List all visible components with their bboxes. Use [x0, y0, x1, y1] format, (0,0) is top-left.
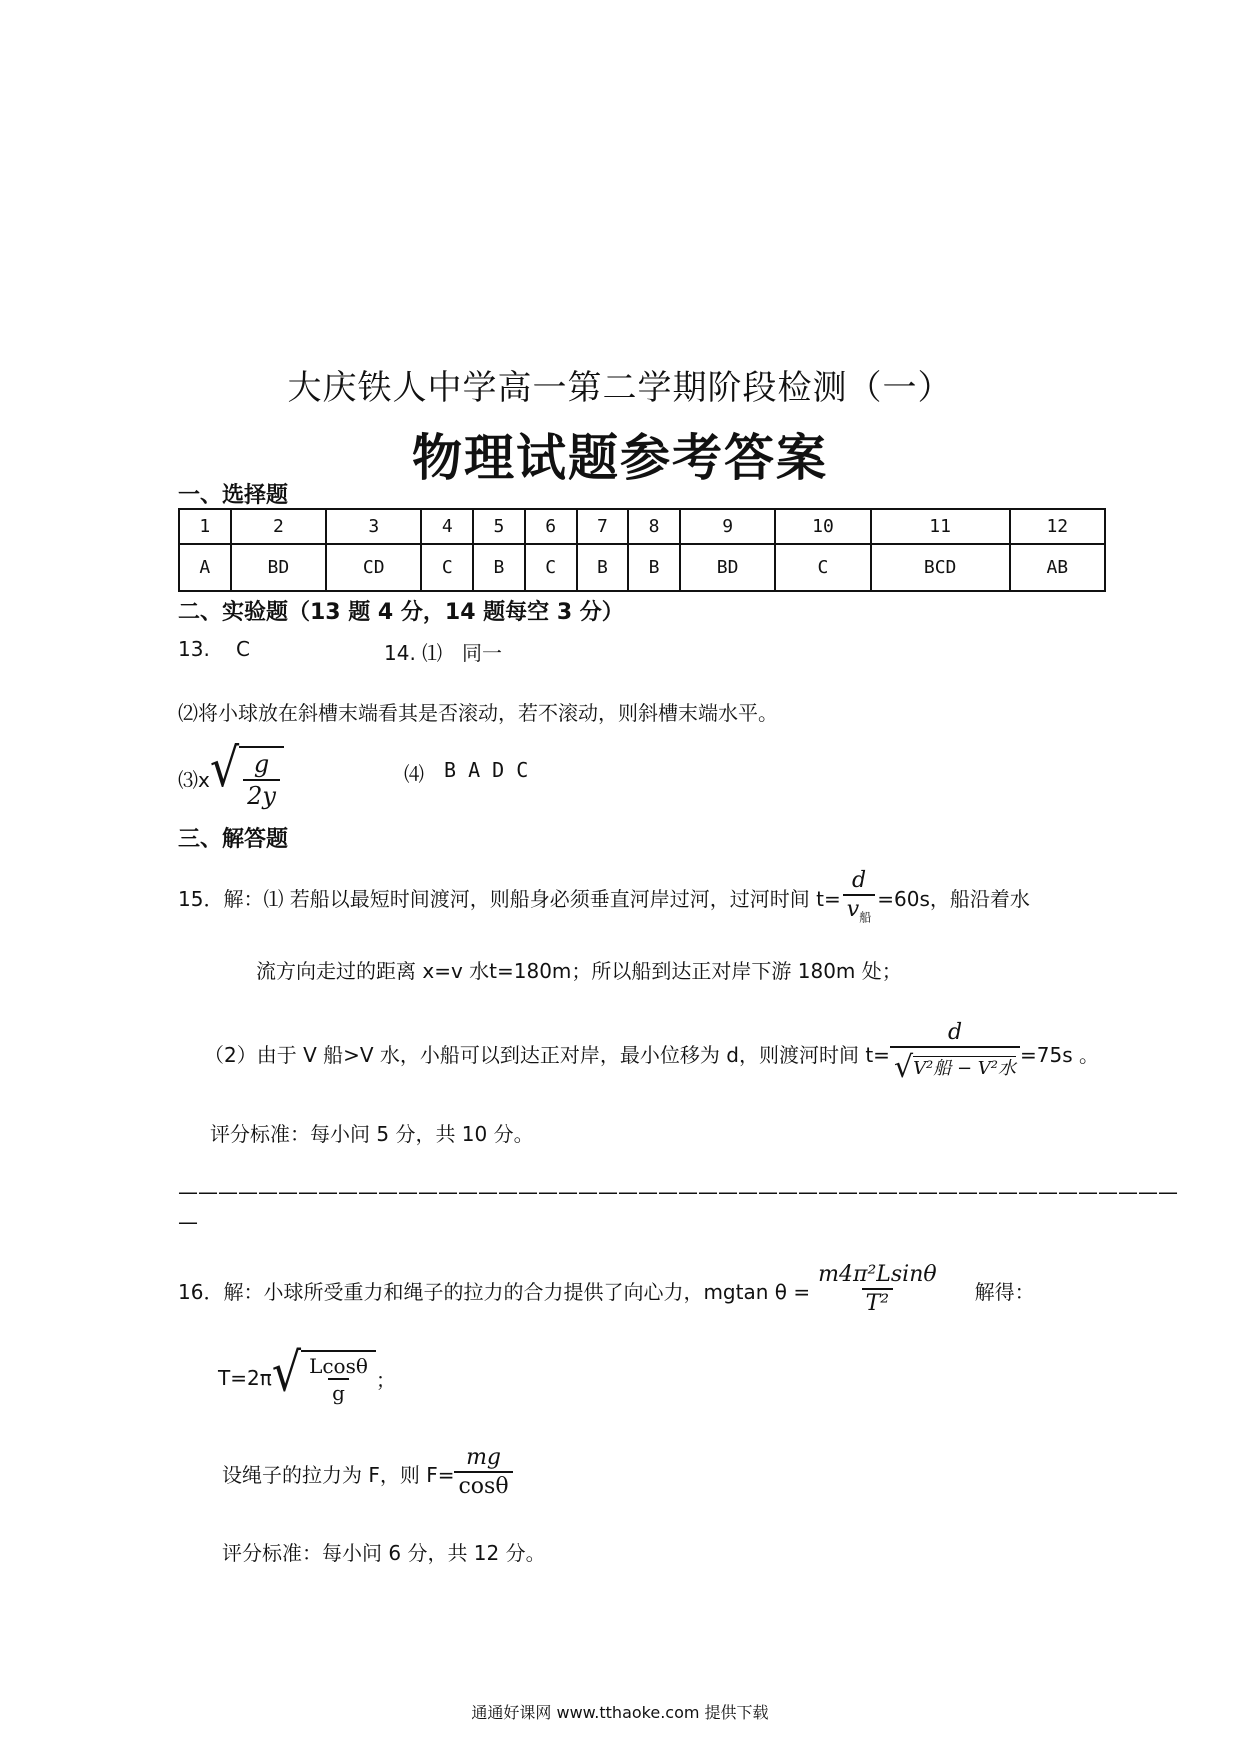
q14-part2: ⑵将小球放在斜槽末端看其是否滚动，若不滚动，则斜槽末端水平。	[178, 701, 778, 725]
q13-label: 13.	[178, 637, 210, 661]
fraction-denominator: 2y	[243, 779, 280, 812]
q16-tension	[222, 1445, 513, 1502]
sqrt-icon: √	[209, 736, 240, 799]
answer-cell: AB	[1010, 544, 1105, 591]
answer-table	[178, 508, 1106, 592]
q15-label: 15．	[178, 886, 224, 911]
question-number-cell: 7	[577, 509, 629, 544]
q15-score: 评分标准：每小问 5 分，共 10 分。	[210, 1122, 534, 1146]
fraction-denominator: T²	[862, 1288, 894, 1319]
document-title: 大庆铁人中学高一第二学期阶段检测（一）	[287, 368, 953, 408]
answer-cell: CD	[326, 544, 421, 591]
sqrt-radicand: V²船 − V²水	[913, 1057, 1017, 1079]
period-prefix: T=2π	[218, 1366, 272, 1390]
fraction	[890, 1020, 1020, 1087]
fraction-numerator: mg	[466, 1445, 502, 1470]
section2-heading: 二、实验题（13 题 4 分，14 题每空 3 分）	[178, 600, 624, 625]
footer-credit: 通通好课网 www.tthaoke.com 提供下载	[471, 1703, 769, 1722]
answer-table-answer-row	[179, 544, 1105, 591]
sqrt-icon: √	[271, 1341, 302, 1404]
fraction-denominator	[890, 1046, 1020, 1087]
fraction-denominator: g	[328, 1378, 349, 1406]
period-suffix: ；	[375, 1367, 396, 1392]
sqrt-expression	[209, 736, 284, 812]
q14-part3	[178, 736, 284, 812]
divider: ——————————————————————————————————————————————————	[178, 1180, 1178, 1204]
tension-text: 设绳子的拉力为 F，则 F=	[222, 1462, 455, 1487]
q16-score: 评分标准：每小问 6 分，共 12 分。	[222, 1541, 546, 1565]
q15-part2-text-b: =75s 。	[1020, 1043, 1100, 1068]
question-number-cell: 4	[421, 509, 473, 544]
fraction	[814, 1262, 941, 1319]
sqrt-expression	[271, 1341, 376, 1406]
q15-part2	[204, 1020, 1099, 1087]
question-number-cell: 3	[326, 509, 421, 544]
divider-tail: —	[178, 1210, 198, 1234]
answer-cell: A	[179, 544, 231, 591]
q16-line1	[178, 1262, 1035, 1319]
question-number-cell: 11	[871, 509, 1010, 544]
fraction-numerator: d	[947, 1020, 963, 1045]
velocity-subscript: 船	[859, 910, 872, 925]
question-number-cell: 8	[628, 509, 680, 544]
fraction-numerator: d	[851, 868, 867, 893]
fraction	[243, 750, 280, 812]
q15-text-a: 解：⑴ 若船以最短时间渡河，则船身必须垂直河岸过河，过河时间 t=	[223, 886, 841, 911]
q15-text-b: =60s，船沿着水	[877, 886, 1030, 911]
fraction-denominator	[843, 894, 875, 926]
answer-cell: BD	[231, 544, 326, 591]
section1-heading: 一、选择题	[178, 483, 289, 508]
sqrt-icon: √	[893, 1050, 914, 1086]
q15-part2-text-a: （2）由于 V 船>V 水，小船可以到达正对岸，最小位移为 d，则渡河时间 t=	[204, 1043, 890, 1068]
fraction-denominator: cosθ	[454, 1471, 512, 1502]
q16-label: 16．	[178, 1279, 224, 1304]
fraction-numerator: m4π²Lsinθ	[818, 1262, 937, 1287]
velocity-symbol: v	[846, 897, 860, 923]
question-number-cell: 1	[179, 509, 231, 544]
question-number-cell: 6	[525, 509, 577, 544]
q16-text-b: 解得：	[974, 1279, 1035, 1304]
section3-heading: 三、解答题	[178, 827, 289, 852]
q15-line1	[178, 868, 1030, 926]
fraction-numerator: g	[253, 750, 270, 778]
question-number-cell: 12	[1010, 509, 1105, 544]
answer-cell: B	[473, 544, 525, 591]
answer-cell: BCD	[871, 544, 1010, 591]
answer-cell: C	[421, 544, 473, 591]
question-number-cell: 5	[473, 509, 525, 544]
answer-cell: B	[577, 544, 629, 591]
answer-table-number-row	[179, 509, 1105, 544]
q16-period	[218, 1341, 396, 1406]
q14-part3-prefix: ⑶x	[178, 768, 210, 793]
fraction	[305, 1354, 372, 1406]
q14-part4-label: ⑷	[404, 762, 424, 786]
q16-text-a: 解：小球所受重力和绳子的拉力的合力提供了向心力，mgtan θ =	[223, 1279, 811, 1304]
fraction-numerator: Lcosθ	[309, 1354, 368, 1378]
q14-part4-answer: B A D C	[444, 758, 529, 782]
answer-cell: BD	[680, 544, 775, 591]
fraction	[454, 1445, 512, 1502]
answer-cell: C	[775, 544, 870, 591]
answer-cell: B	[628, 544, 680, 591]
q15-line2: 流方向走过的距离 x=v 水t=180m；所以船到达正对岸下游 180m 处；	[256, 959, 902, 983]
fraction	[843, 868, 875, 926]
q13-answer: C	[236, 637, 250, 661]
answer-cell: C	[525, 544, 577, 591]
question-number-cell: 9	[680, 509, 775, 544]
q14-label: 14. ⑴	[384, 641, 443, 665]
question-number-cell: 10	[775, 509, 870, 544]
document-subtitle: 物理试题参考答案	[412, 428, 828, 487]
q14-answer: 同一	[462, 641, 502, 665]
question-number-cell: 2	[231, 509, 326, 544]
